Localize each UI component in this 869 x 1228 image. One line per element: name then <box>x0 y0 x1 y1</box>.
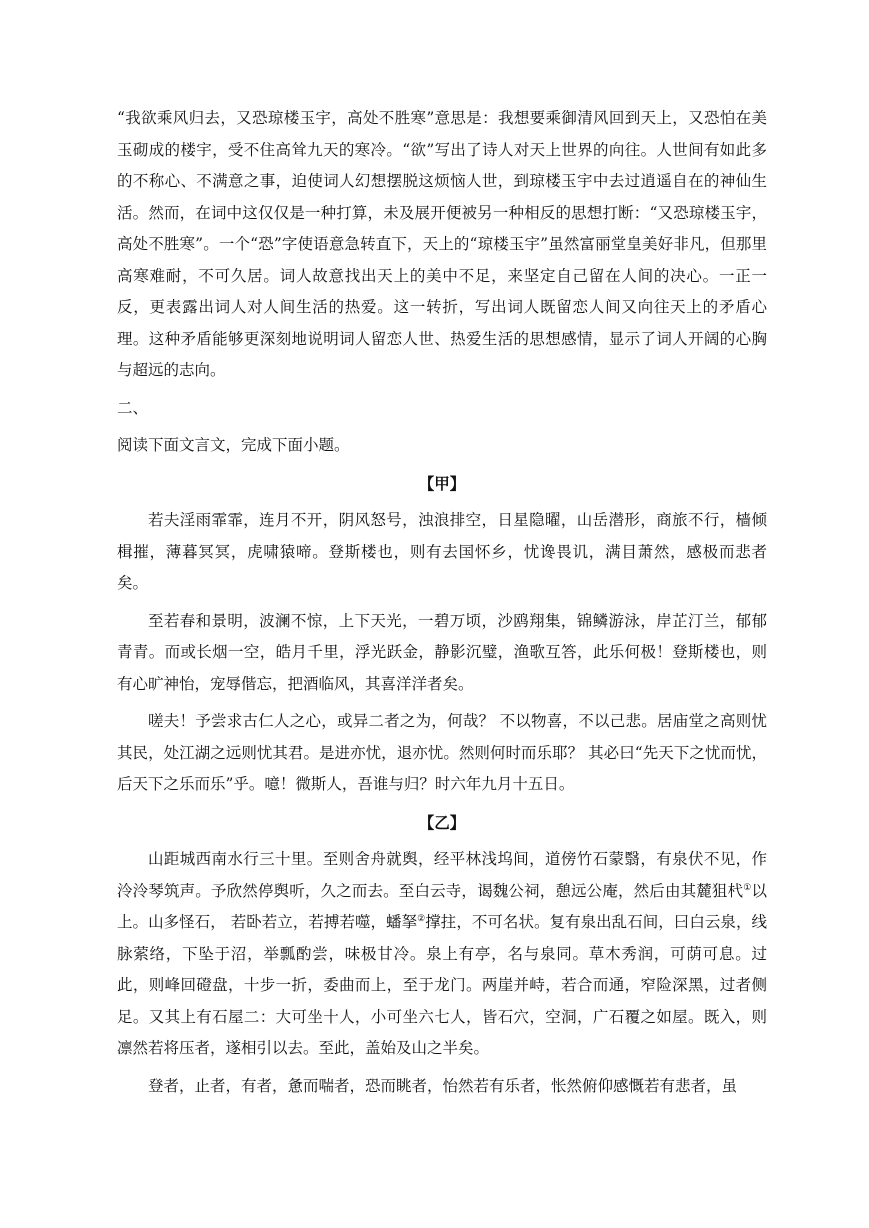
passage-jia-paragraph-3: 嗟夫！予尝求古仁人之心，或异二者之为，何哉？ 不以物喜，不以己悲。居庙堂之高则忧其民，处江湖之远则忧其君。是进亦忧，退亦忧。然则何时而乐耶？ 其必曰“先天下之忧而忧，后天下之乐而乐”乎。噫！微斯人，吾谁与归？时六年九月十五日。 <box>117 712 767 793</box>
passage-jia-title: 【甲】 <box>418 473 466 493</box>
question-instruction: 阅读下面文言文，完成下面小题。 <box>117 436 350 454</box>
document-page <box>117 103 767 1108</box>
passage-jia-paragraph-1: 若夫淫雨霏霏，连月不开，阴风怒号，浊浪排空，日星隐曜，山岳潜形，商旅不行，樯倾楫摧，薄暮冥冥，虎啸猿啼。登斯楼也，则有去国怀乡，忧谗畏讥，满目萧然，感极而悲者矣。 <box>117 511 767 592</box>
passage-yi-text-b: 以上。山多怪石， 若卧若立，若搏若噬，蟠拏 <box>117 881 767 931</box>
passage-yi-paragraph-1 <box>117 844 767 1065</box>
section-number: 二、 <box>117 398 149 417</box>
passage-jia-paragraph-2: 至若春和景明，波澜不惊，上下天光，一碧万顷，沙鸥翔集，锦鳞游泳，岸芷汀兰，郁郁青青。而或长烟一空，皓月千里，浮光跃金，静影沉璧，渔歌互答，此乐何极！登斯楼也，则有心旷神怡，宠辱偕忘，把酒临风，其喜洋洋者矣。 <box>117 611 767 693</box>
explanation-paragraph: “我欲乘风归去，又恐琼楼玉宇，高处不胜寒”意思是：我想要乘御清风回到天上，又恐怕在美玉砌成的楼宇，受不住高耸九天的寒冷。“欲”写出了诗人对天上世界的向往。人世间有如此多的不称心、不满意之事，迫使词人幻想摆脱这烦恼人世，到琼楼玉宇中去过逍遥自在的神仙生活。然而，在词中这仅仅是一种打算，未及展开便被另一种相反的思想打断：“又恐琼楼玉宇，高处不胜寒”。一个“恐”字使语意急转直下，天上的“琼楼玉宇”虽然富丽堂皇美好非凡，但那里高寒难耐，不可久居。词人故意找出天上的美中不足，来坚定自己留在人间的决心。一正一反，更表露出词人对人间生活的热爱。这一转折，写出词人既留恋人间又向往天上的矛盾心理。这种矛盾能够更深刻地说明词人留恋人世、热爱生活的思想感情，显示了词人开阔的心胸与超远的志向。 <box>117 109 767 379</box>
passage-yi-title: 【乙】 <box>418 812 466 832</box>
footnote-marker-2: ② <box>417 913 426 924</box>
passage-yi-text-c: 撑拄，不可名状。复有泉出乱石间，曰白云泉，线脉萦络，下坠于沼，举瓢酌尝，味极甘冷。泉上有亭，名与泉同。草木秀润，可荫可息。过此，则峰回磴盘，十步一折，委曲而上，至于龙门。两崖并峙，若合而通，窄险深黑，过者侧足。又其上有石屋二：大可坐十人，小可坐六七人，皆石穴，空洞，广石覆之如屋。既入，则凛然若将压者，遂相引以去。至此，盖始及山之半矣。 <box>117 913 767 1057</box>
passage-yi-paragraph-2: 登者，止者，有者，惫而喘者，恐而眺者，怡然若有乐者，怅然俯仰感慨若有悲者，虽 <box>148 1076 738 1095</box>
passage-yi-text-a: 山距城西南水行三十里。至则舍舟就舆，经平林浅坞间，道傍竹石蒙翳，有泉伏不见，作泠泠琴筑声。予欣然停舆听，久之而去。至白云寺，谒魏公祠，憩远公庵，然后由其麓狙杙 <box>117 850 767 900</box>
footnote-marker-1: ① <box>743 882 752 893</box>
